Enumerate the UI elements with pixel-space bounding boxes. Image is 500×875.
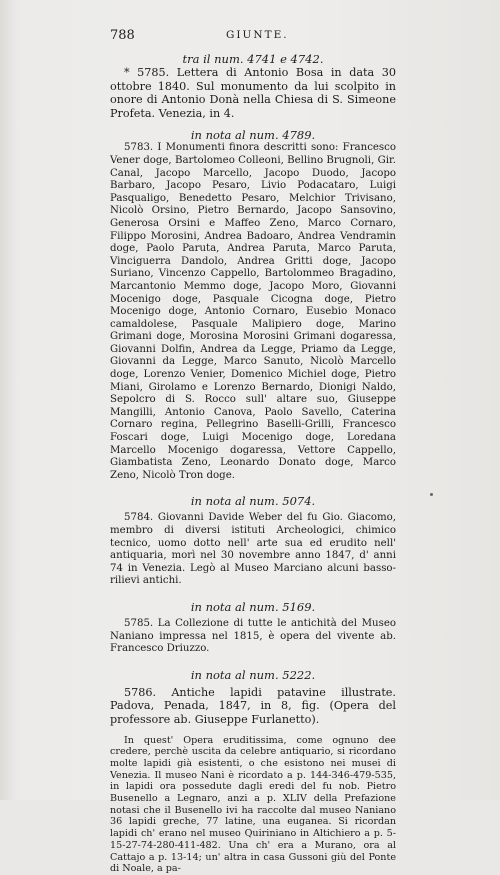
- commentary-paragraph: In quest' Opera eruditissima, come ognuno dee credere, perchè uscita da celebre antiquario, si ricordano molte lapidi già esistenti, o che esistono nei musei di Venezia. Il museo Nani è ricordato a p. 144-346-479-535, in lapidi ora possedute dagli eredi del fu nob. Pietro Busenello a Legnaro, anzi a p. XLIV della Prefazione notasi che il Busenello ivi ha raccolte dal museo Naniano 36 lapidi greche, 77 latine, una euganea. Si ricordan lapidi ch' erano nel museo Quiriniano in Altichiero a p. 5-15-27-74-280-411-482. Una ch' era a Murano, ora al Cattajo a p. 13-14; un' altra in casa Gussoni giù del Ponte di Noale, a pa-: [110, 734, 396, 875]
- ink-speck: [430, 493, 433, 496]
- entry-paragraph: 5785. La Collezione di tutte le antichità del Museo Naniano impressa nel 1815, è opera del vivente ab. Francesco Driuzzo.: [110, 617, 396, 655]
- running-title: GIUNTE.: [226, 29, 289, 41]
- text-column: [110, 52, 396, 875]
- section-heading: in nota al num. 5222.: [190, 667, 316, 682]
- section-heading: in nota al num. 4789.: [190, 128, 316, 143]
- entry-paragraph: 5783. I Monumenti finora descritti sono: Francesco Vener doge, Bartolomeo Colleoni, Bellino Brugnoli, Gir. Canal, Jacopo Marcello, Jacopo Duodo, Jacopo Barbaro, Jacopo Pesaro, Livio Podacataro, Luigi Pasqualigo, Benedetto Pesaro, Melchior Trivisano, Nicolò Orsino, Pietro Bernardo, Jacopo Sansovino, Generosa Orsini e Maffeo Zeno, Marco Cornaro, Filippo Morosini, Andrea Badoaro, Andrea Vendramin doge, Paolo Paruta, Andrea Paruta, Marco Paruta, Vinciguerra Dandolo, Andrea Gritti doge, Jacopo Suriano, Vincenzo Cappello, Bartolommeo Bragadino, Marcantonio Memmo doge, Jacopo Moro, Giovanni Mocenigo doge, Pasquale Cicogna doge, Pietro Mocenigo doge, Antonio Cornaro, Eusebio Monaco camaldolese, Pasquale Malipiero doge, Marino Grimani doge, Morosina Morosini Grimani dogaressa, Giovanni Dolfin, Andrea da Legge, Priamo da Legge, Giovanni da Legge, Marco Sanuto, Nicolò Marcello doge, Lorenzo Venier, Domenico Michiel doge, Pietro Miani, Girolamo e Lorenzo Bernardo, Dionigi Naldo, Sepolcro di S. Rocco sull' altare suo, Giuseppe Mangilli, Antonio Canova, Paolo Savello, Caterina Cornaro regina, Pellegrino Baselli-Grilli, Francesco Foscari doge, Luigi Mocenigo doge, Loredana Marcello Mocenigo dogaressa, Vettore Cappello, Giambatista Zeno, Leonardo Donato doge, Marco Zeno, Nicolò Tron doge.: [110, 142, 396, 481]
- page-number: 788: [110, 28, 135, 43]
- entry-paragraph: * 5785. Lettera di Antonio Bosa in data 30 ottobre 1840. Sul monumento da lui scolpito in onore di Antonio Donà nella Chiesa di S. Simeone Profeta. Venezia, in 4.: [110, 66, 396, 120]
- running-header: [110, 28, 396, 44]
- section-heading: tra il num. 4741 e 4742.: [182, 52, 324, 66]
- section-heading: in nota al num. 5074.: [190, 494, 316, 509]
- entry-paragraph: 5784. Giovanni Davide Weber del fu Gio. Giacomo, membro di diversi istituti Archeologici, chimico tecnico, uomo dotto nell' arte sua ed erudito nell' antiquaria, morì nel 30 novembre anno 1847, d' anni 74 in Venezia. Legò al Museo Marciano alcuni basso-rilievi antichi.: [110, 512, 396, 587]
- section-heading: in nota al num. 5169.: [190, 599, 316, 614]
- entry-paragraph: 5786. Antiche lapidi patavine illustrate. Padova, Penada, 1847, in 8, fig. (Opera del professore ab. Giuseppe Furlanetto).: [110, 685, 396, 726]
